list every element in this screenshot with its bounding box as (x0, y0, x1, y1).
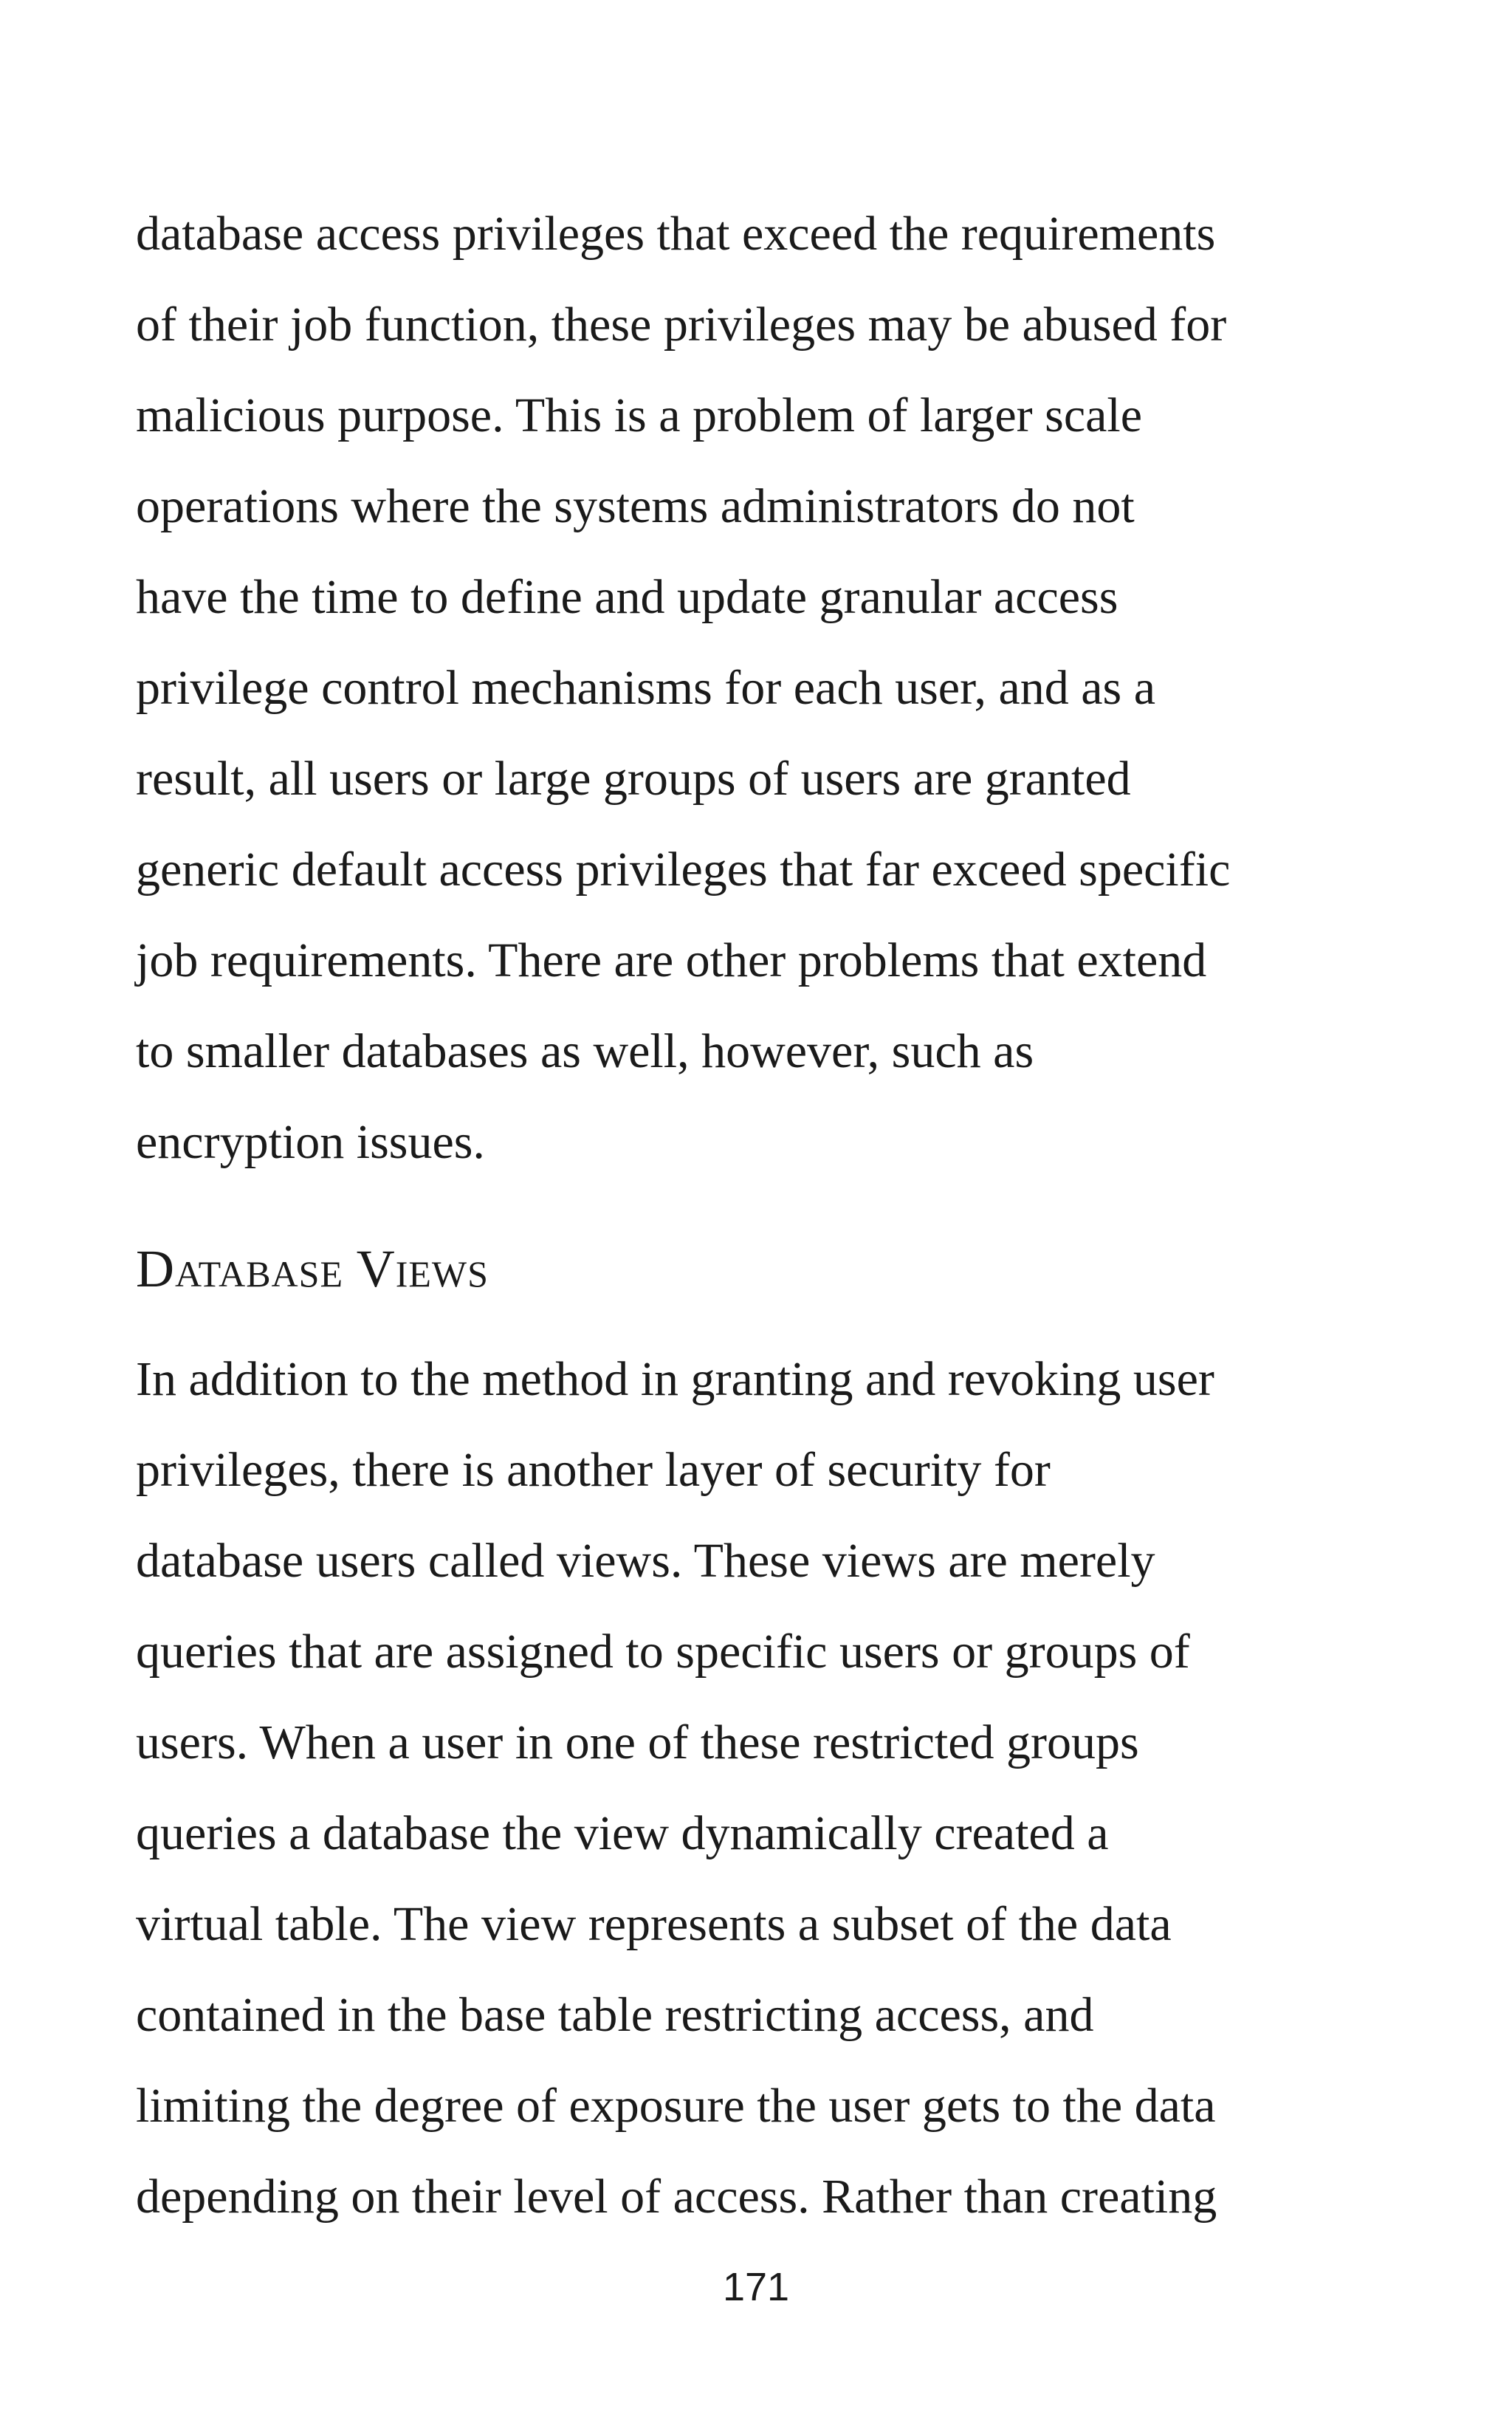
page-number: 171 (722, 2265, 790, 2309)
text-line: limiting the degree of exposure the user gets to the data (136, 2079, 1216, 2133)
text-line: queries that are assigned to specific users or groups of (136, 1625, 1190, 1679)
text-line: encryption issues. (136, 1115, 485, 1169)
text-line: have the time to define and update granular access (136, 570, 1118, 624)
text-line: result, all users or large groups of users are granted (136, 752, 1131, 806)
paragraph-1 (136, 188, 1391, 1187)
section-heading: Database Views (136, 1239, 489, 1298)
text-line: database access privileges that exceed the requirements (136, 207, 1216, 261)
text-line: queries a database the view dynamically created a (136, 1806, 1109, 1860)
text-line: virtual table. The view represents a subset of the data (136, 1897, 1172, 1951)
text-line: job requirements. There are other problems that extend (136, 933, 1207, 987)
text-line: depending on their level of access. Rather than creating (136, 2170, 1217, 2224)
text-line: database users called views. These views are merely (136, 1534, 1155, 1588)
text-line: of their job function, these privileges may be abused for (136, 298, 1227, 352)
text-line: In addition to the method in granting and revoking user (136, 1352, 1214, 1406)
text-line: operations where the systems administrators do not (136, 479, 1135, 533)
text-line: privileges, there is another layer of security for (136, 1443, 1051, 1497)
text-line: generic default access privileges that far exceed specific (136, 843, 1231, 897)
text-line: privilege control mechanisms for each user, and as a (136, 661, 1156, 715)
paragraph-2 (136, 1334, 1391, 2242)
text-line: users. When a user in one of these restricted groups (136, 1715, 1139, 1769)
text-line: contained in the base table restricting access, and (136, 1988, 1094, 2042)
text-line: malicious purpose. This is a problem of larger scale (136, 388, 1143, 442)
text-line: to smaller databases as well, however, such as (136, 1024, 1034, 1078)
